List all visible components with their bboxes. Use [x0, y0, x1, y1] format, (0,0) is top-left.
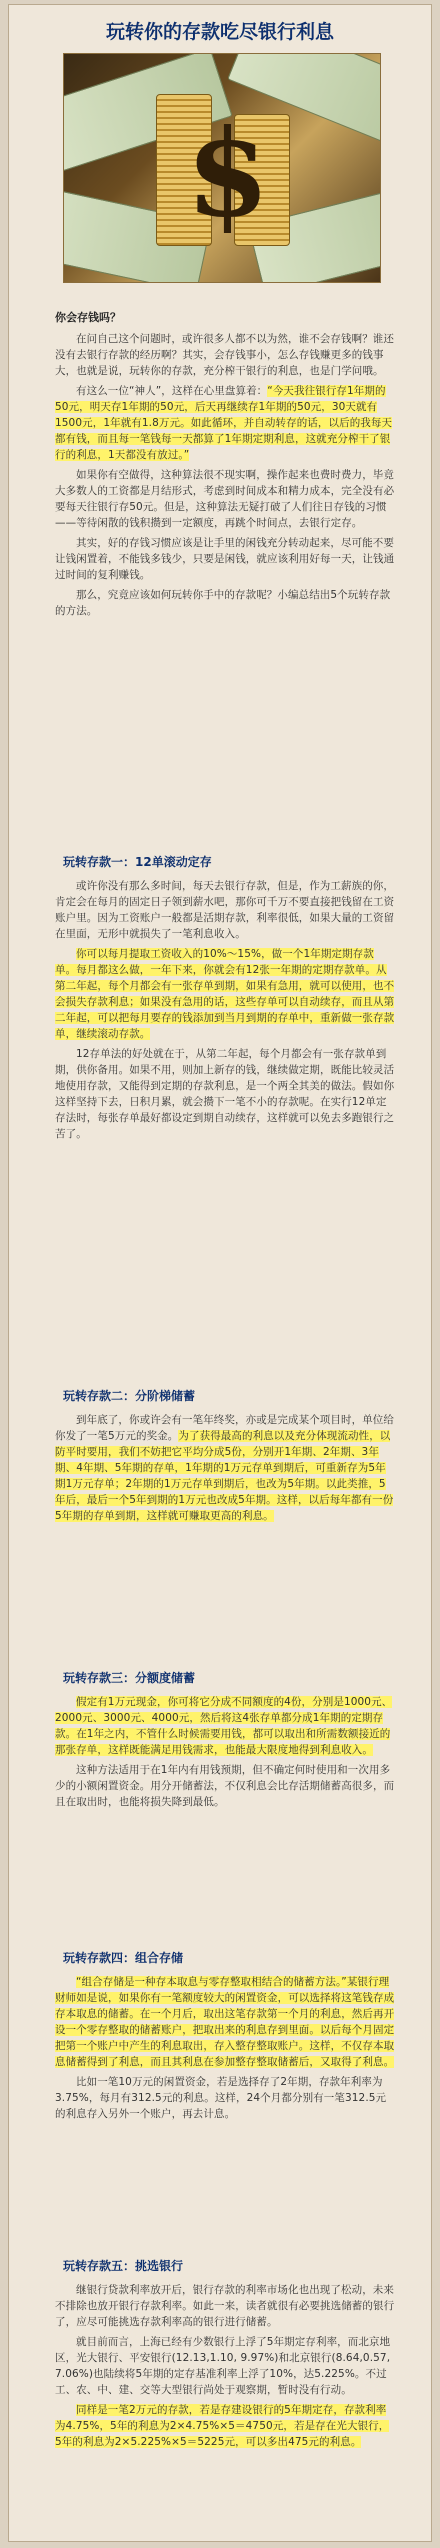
section-paragraph: 12存单法的好处就在于，从第二年起，每个月都会有一张存款单到期，供你备用。如果不用，则加上新存的钱，继续做定期，既能比较灵活地使用存款，又能得到定期的存款利息，是一个两全其美的做法。假如你这样坚持下去，日积月累，就会攒下一笔不小的存款呢。在实行12单定存法时，每张存单最好都设定到期自动续存，这样就可以免去多跑银行之苦了。	[55, 1048, 395, 1140]
section-paragraph	[55, 1412, 395, 1524]
section-paragraph	[55, 1974, 395, 2070]
intro-paragraph: 那么，究竟应该如何玩转你手中的存款呢？小编总结出5个玩转存款的方法。	[55, 589, 391, 617]
section-ladder-savings	[55, 1387, 395, 1528]
section-split-amount	[55, 1669, 395, 1814]
quote-lead: 有这么一位“神人”，这样在心里盘算着：	[76, 385, 268, 397]
section-paragraph	[55, 946, 395, 1042]
highlighted-text: “组合存储是一种存本取息与零存整取相结合的储蓄方法。”某银行理财师如是说，如果你有一笔额度较大的闲置资金，可以选择将这笔钱存成存本取息的储蓄。在一个月后，取出这笔存款第一个月的利息，然后再开设一个零存整取的储蓄账户，把取出来的利息存到里面。以后每个月固定把第一个账户中产生的利息取出，存入整存整取账户。这样，不仅存本取息储蓄得到了利息，而且其利息在参加整存整取储蓄后，又取得了利息。	[55, 1976, 395, 2068]
intro-paragraph: 如果你有空做得，这种算法很不现实啊，操作起来也费时费力，毕竟大多数人的工资都是月结形式，考虑到时间成本和精力成本，完全没有必要每天往银行存50元。但是，这种算法无疑打破了人们往日存钱的习惯——等待闲散的钱积攒到一定额度，再跳个时间点，去银行定存。	[55, 469, 395, 529]
section-paragraph: 就目前而言，上海已经有少数银行上浮了5年期定存利率，而北京地区，光大银行、平安银行(12.13,1.10, 9.97%)和北京银行(8.64,0.57, 7.06%)也陆续将5年期的定存基准利率上浮了10%，达5.225%。不过工、农、中、建、交等大型银行尚处于观察期，暂时没有行动。	[55, 2336, 391, 2396]
intro-quote-paragraph	[55, 383, 395, 463]
section-choose-bank	[55, 2257, 395, 2454]
section-paragraph	[55, 1694, 395, 1758]
highlighted-text: 你可以每月提取工资收入的10%～15%，做一个1年期定期存款单。每月都这么做，一年下来，你就会有12张一年期的定期存款单。从第二年起，每个月都会有一张存单到期，如果有急用，就可以使用，也不会损失存款利息；如果没有急用的话，这些存单可以自动续存，而且从第二年起，可以把每月要存的钱添加到当月到期的存单中，重新做一张存款单，继续滚动存款。	[55, 948, 395, 1040]
section-heading: 玩转存款四：组合存储	[63, 1951, 184, 1965]
section-heading: 玩转存款一：12单滚动定存	[63, 855, 212, 869]
highlighted-quote: “今天我往银行存1年期的50元，明天存1年期的50元，后天再继续存1年期的50元，30天就有1500元，1年就有1.8万元。如此循环，并自动转存的话，以后的我每天都有钱，而且每一笔钱每一天都算了1年期定期利息，这就充分榨干了银行的利息，1天都没有放过。”	[55, 385, 393, 461]
section-rolling-deposit	[55, 853, 395, 1146]
section-paragraph: 比如一笔10万元的闲置资金，若是选择存了2年期，存款年利率为3.75%，每月有312.5元的利息。这样，24个月都分别有一笔312.5元的利息存入另外一个账户，再去计息。	[55, 2076, 387, 2120]
section-heading: 玩转存款三：分额度储蓄	[63, 1671, 196, 1685]
intro-question: 你会存钱吗？	[55, 311, 121, 324]
section-paragraph	[55, 2402, 395, 2450]
dollar-bills-and-coins-image	[63, 53, 381, 283]
dollar-sign-icon: $	[186, 103, 270, 244]
highlighted-text: 为了获得最高的利息以及充分体现流动性，以防平时要用，我们不妨把它平均分成5份，分别开1年期、2年期、3年期、4年期、5年期的存单，1年期的1万元存单到期后，可重新存为5年期1万元存单；2年期的1万元存单到期后，也改为5年期。以此类推，5年后，最后一个5年到期的1万元也改成5年期。这样，以后每年都有一份5年期的存单到期，这样就可赚取更高的利息。	[55, 1430, 394, 1522]
section-paragraph: 继银行贷款利率放开后，银行存款的利率市场化也出现了松动，未来不排除也放开银行存款利率。如此一来，读者就很有必要挑选储蓄的银行了，应尽可能挑选存款利率高的银行进行储蓄。	[55, 2284, 395, 2328]
section-heading: 玩转存款五：挑选银行	[63, 2259, 184, 2273]
section-paragraph: 或许你没有那么多时间，每天去银行存款，但是，作为工薪族的你，肯定会在每月的固定日子领到薪水吧，那你可千万不要直接把钱留在工资账户里。因为工资账户一般都是活期存款，利率很低，如果大量的工资留在里面，无形中就损失了一笔利息收入。	[55, 880, 395, 940]
plain-text: 到年底了，你或许会有一笔年终奖，亦或是完成某个项目时，单位给你发了一笔5万元的奖金。	[55, 1414, 394, 1442]
intro-paragraph: 在问自己这个问题时，或许很多人都不以为然，谁不会存钱啊？谁还没有去银行存款的经历啊？其实，会存钱事小，怎么存钱赚更多的钱事大，也就是说，玩转你的存款，充分榨干银行的利息，也是门学问哦。	[55, 333, 394, 377]
section-paragraph: 这种方法适用于在1年内有用钱预期，但不确定何时使用和一次用多少的小额闲置资金。用分开储蓄法，不仅利息会比存活期储蓄高很多，而且在取出时，也能将损失降到最低。	[55, 1764, 395, 1808]
page-title: 玩转你的存款吃尽银行利息	[105, 21, 334, 43]
section-heading: 玩转存款二：分阶梯储蓄	[63, 1389, 196, 1403]
highlighted-text: 假定有1万元现金，你可将它分成不同额度的4份，分别是1000元、2000元、3000元、4000元，然后将这4张存单都分成1年期的定期存款。在1年之内，不管什么时候需要用钱，都可以取出和所需数额接近的那张存单，这样既能满足用钱需求，也能最大限度地得到利息收入。	[55, 1696, 393, 1756]
article-frame	[8, 4, 432, 2542]
intro-section	[55, 309, 395, 623]
section-combined-savings	[55, 1949, 395, 2126]
intro-paragraph: 其实，好的存钱习惯应该是让手里的闲钱充分转动起来，尽可能不要让钱闲置着，不能钱多钱少，只要是闲钱，就应该利用好每一天，让钱通过时间的复利赚钱。	[55, 537, 395, 581]
highlighted-text: 同样是一笔2万元的存款，若是存建设银行的5年期定存，存款利率为4.75%，5年的利息为2×4.75%×5＝4750元，若是存在光大银行，5年的利息为2×5.225%×5＝5225元，可以多出475元的利息。	[55, 2404, 390, 2448]
